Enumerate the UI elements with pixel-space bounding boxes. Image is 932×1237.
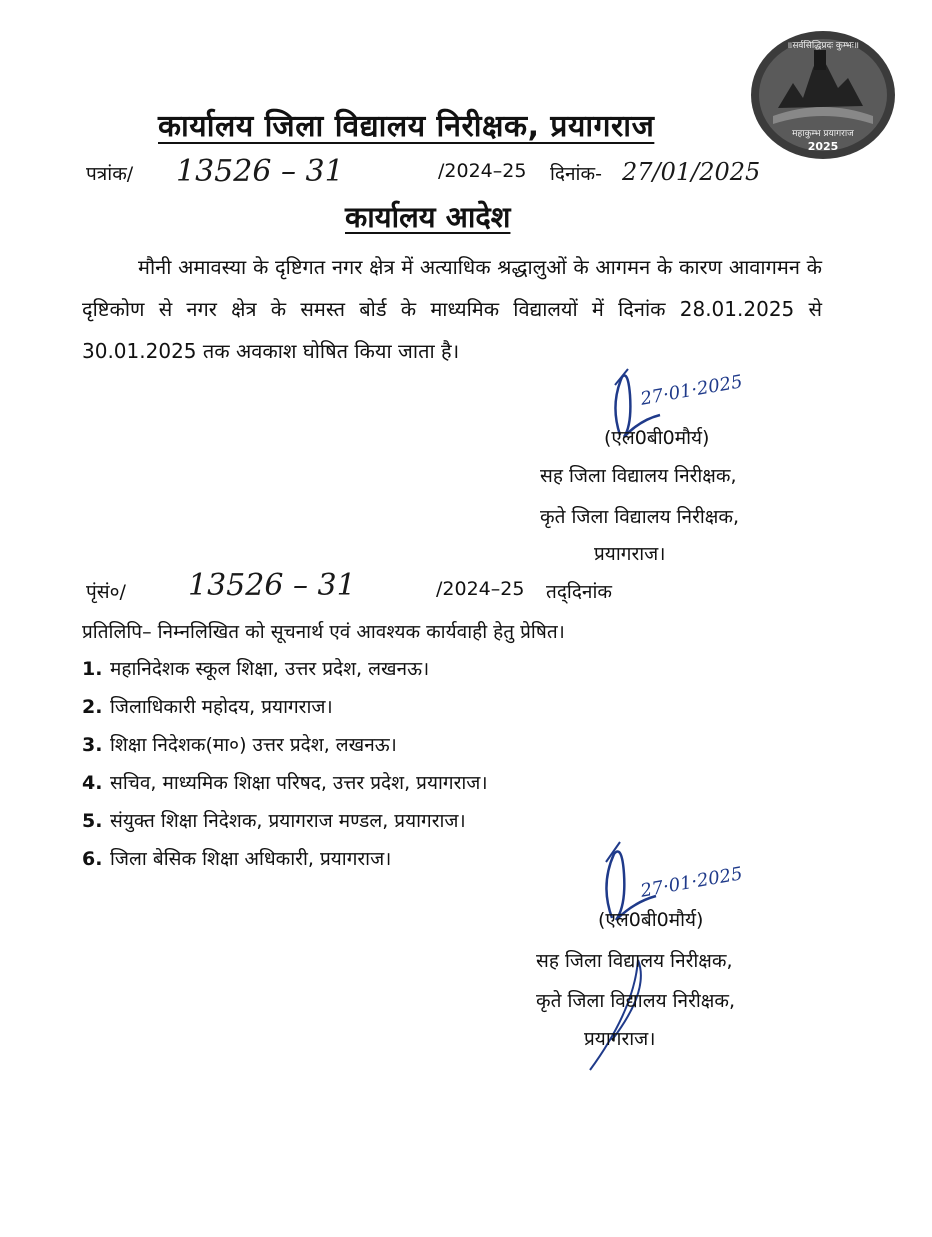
copy-intro: प्रतिलिपि– निम्नलिखित को सूचनार्थ एवं आवश्यक कार्यवाही हेतु प्रेषित। <box>82 621 565 643</box>
list-item: 3. शिक्षा निदेशक(मा०) उत्तर प्रदेश, लखनऊ। <box>82 734 397 756</box>
patrank-label: पत्रांक/ <box>86 163 134 185</box>
logo-year: 2025 <box>807 140 839 153</box>
session-year: /2024–25 <box>438 160 527 182</box>
order-body <box>82 246 822 372</box>
signature-2-designation: सह जिला विद्यालय निरीक्षक, <box>536 950 733 972</box>
signature-2-place: प्रयागराज। <box>584 1028 656 1050</box>
signature-2-on-behalf: कृते जिला विद्यालय निरीक्षक, <box>536 990 736 1012</box>
date-label: दिनांक- <box>550 163 602 185</box>
list-item: 2. जिलाधिकारी महोदय, प्रयागराज। <box>82 696 333 718</box>
copy-ref-number: 13526 – 31 <box>188 568 356 603</box>
signature-2-name: (एल0बी0मौर्य) <box>598 909 704 931</box>
order-title: कार्यालय आदेश <box>345 200 511 234</box>
logo-bottom-text: महाकुम्भ प्रयागराज <box>792 129 854 139</box>
signature-1-name: (एल0बी0मौर्य) <box>604 427 710 449</box>
list-item: 5. संयुक्त शिक्षा निदेशक, प्रयागराज मण्डल, प्रयागराज। <box>82 810 466 832</box>
office-title: कार्यालय जिला विद्यालय निरीक्षक, प्रयागराज <box>158 109 655 144</box>
signature-1-place: प्रयागराज। <box>594 543 666 565</box>
signature-2-date: 27·01·2025 <box>638 863 745 902</box>
logo-top-text: ॥सर्वसिद्धिप्रदः कुम्भः॥ <box>786 41 860 51</box>
copy-session-year: /2024–25 <box>436 578 525 600</box>
list-item: 1. महानिदेशक स्कूल शिक्षा, उत्तर प्रदेश, लखनऊ। <box>82 658 430 680</box>
copy-same-date: तद्‌दिनांक <box>546 581 612 603</box>
mahakumbh-logo <box>748 28 898 162</box>
copy-ref-label: पृंसं०/ <box>86 581 126 603</box>
signature-1-date: 27·01·2025 <box>638 371 745 410</box>
date-value: 27/01/2025 <box>622 158 761 186</box>
list-item: 4. सचिव, माध्यमिक शिक्षा परिषद, उत्तर प्रदेश, प्रयागराज। <box>82 772 488 794</box>
signature-1-on-behalf: कृते जिला विद्यालय निरीक्षक, <box>540 506 740 528</box>
list-item: 6. जिला बेसिक शिक्षा अधिकारी, प्रयागराज। <box>82 848 392 870</box>
mahakumbh-2025-logo-icon <box>748 28 898 162</box>
signature-1-designation: सह जिला विद्यालय निरीक्षक, <box>540 465 737 487</box>
order-body-text: मौनी अमावस्या के दृष्टिगत नगर क्षेत्र में अत्याधिक श्रद्धालुओं के आगमन के कारण आवागमन के दृष्टिकोण से नगर क्षेत्र के समस्त बोर्ड के माध्यमिक विद्यालयों में दिनांक 28.01.2025 से 30.01.2025 तक अवकाश घोषित किया जाता है। <box>82 255 822 363</box>
patrank-number: 13526 – 31 <box>176 154 344 189</box>
